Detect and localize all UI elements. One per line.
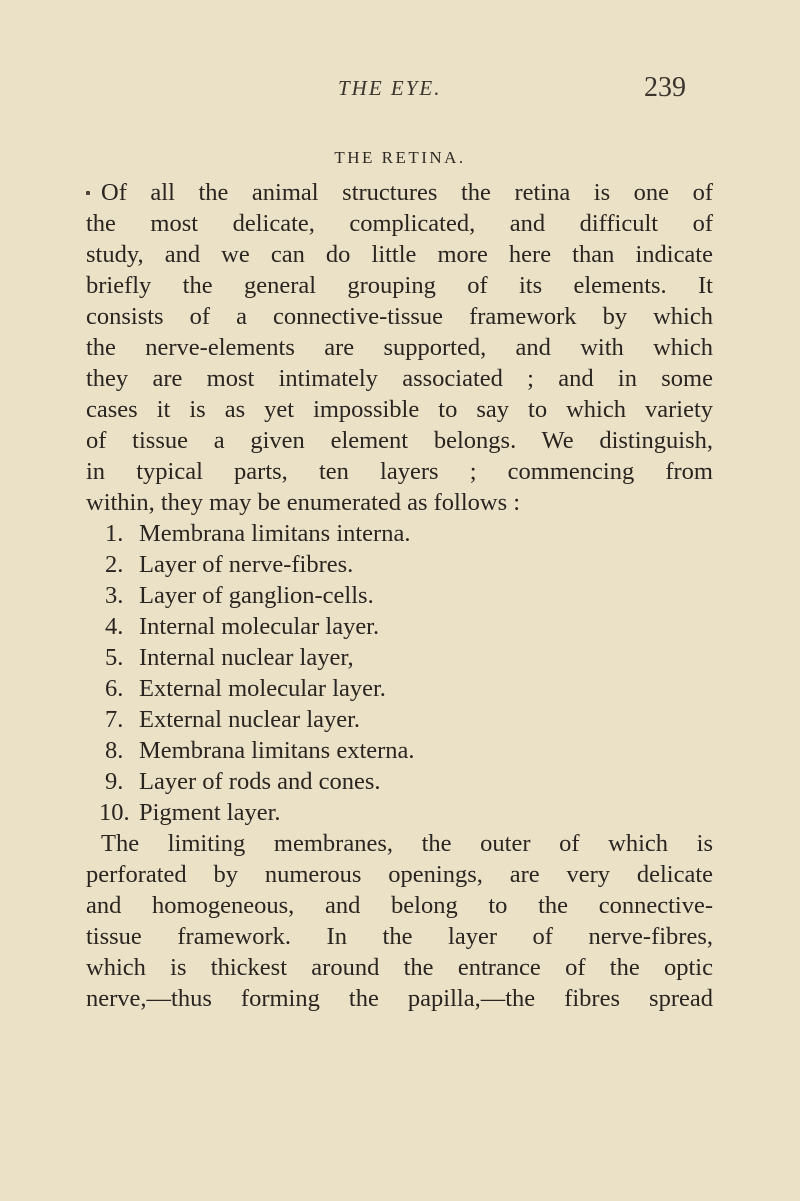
paragraph1-line: the most delicate, complicated, and difficult of: [86, 210, 713, 237]
paragraph2-line: perforated by numerous openings, are very delicate: [86, 861, 713, 888]
list-text: Layer of nerve-fibres.: [139, 551, 354, 578]
list-number: 10.: [99, 799, 130, 826]
list-item: [105, 612, 379, 642]
list-text: Internal nuclear layer,: [139, 644, 354, 671]
list-text: Pigment layer.: [139, 799, 281, 826]
list-item: [105, 643, 354, 673]
list-item: [105, 519, 410, 549]
section-heading: THE RETINA.: [334, 148, 466, 167]
list-item: [105, 767, 381, 797]
list-number: 8.: [105, 737, 124, 764]
paragraph2-line: tissue framework. In the layer of nerve-fibres,: [86, 923, 713, 950]
running-head: [0, 72, 800, 116]
paragraph1-line: consists of a connective-tissue framework by which: [86, 303, 713, 330]
list-number: 7.: [105, 706, 124, 733]
paragraph1-line: they are most intimately associated ; and in some: [86, 365, 713, 392]
list-number: 1.: [105, 520, 124, 547]
list-text: Layer of ganglion-cells.: [139, 582, 374, 609]
list-number: 5.: [105, 644, 124, 671]
list-text: Layer of rods and cones.: [139, 768, 381, 795]
page-number: 239: [644, 72, 686, 103]
list-item: [105, 736, 415, 766]
paragraph2-line: nerve,—thus forming the papilla,—the fibres spread: [86, 985, 713, 1012]
list-text: External nuclear layer.: [139, 706, 361, 733]
list-item: [105, 581, 374, 611]
list-text: Membrana limitans externa.: [139, 737, 415, 764]
list-item: [105, 674, 386, 704]
paragraph2-line: which is thickest around the entrance of the optic: [86, 954, 713, 981]
list-text: External molecular layer.: [139, 675, 386, 702]
running-title: THE EYE.: [338, 76, 442, 100]
paragraph2-line: and homogeneous, and belong to the connective-: [86, 892, 713, 919]
paragraph1-line: study, and we can do little more here than indicate: [86, 241, 713, 268]
list-item: [99, 798, 281, 828]
paragraph1-line: Of all the animal structures the retina is one of: [101, 179, 713, 206]
list-number: 4.: [105, 613, 124, 640]
list-number: 3.: [105, 582, 124, 609]
list-item: [105, 705, 360, 735]
paragraph1-line: within, they may be enumerated as follows :: [86, 489, 521, 516]
list-number: 6.: [105, 675, 124, 702]
paragraph1-line: briefly the general grouping of its elements. It: [86, 272, 713, 299]
paragraph-mark: [86, 191, 90, 195]
list-number: 2.: [105, 551, 124, 578]
paragraph1-line: in typical parts, ten layers ; commencing from: [86, 458, 713, 485]
paragraph1-line: cases it is as yet impossible to say to which variety: [86, 396, 713, 423]
paragraph2-line: The limiting membranes, the outer of which is: [101, 830, 713, 857]
list-item: [105, 550, 353, 580]
list-text: Internal molecular layer.: [139, 613, 380, 640]
list-number: 9.: [105, 768, 124, 795]
paragraph1-line: of tissue a given element belongs. We distinguish,: [86, 427, 713, 454]
list-text: Membrana limitans interna.: [139, 520, 411, 547]
paragraph1-line: the nerve-elements are supported, and with which: [86, 334, 713, 361]
